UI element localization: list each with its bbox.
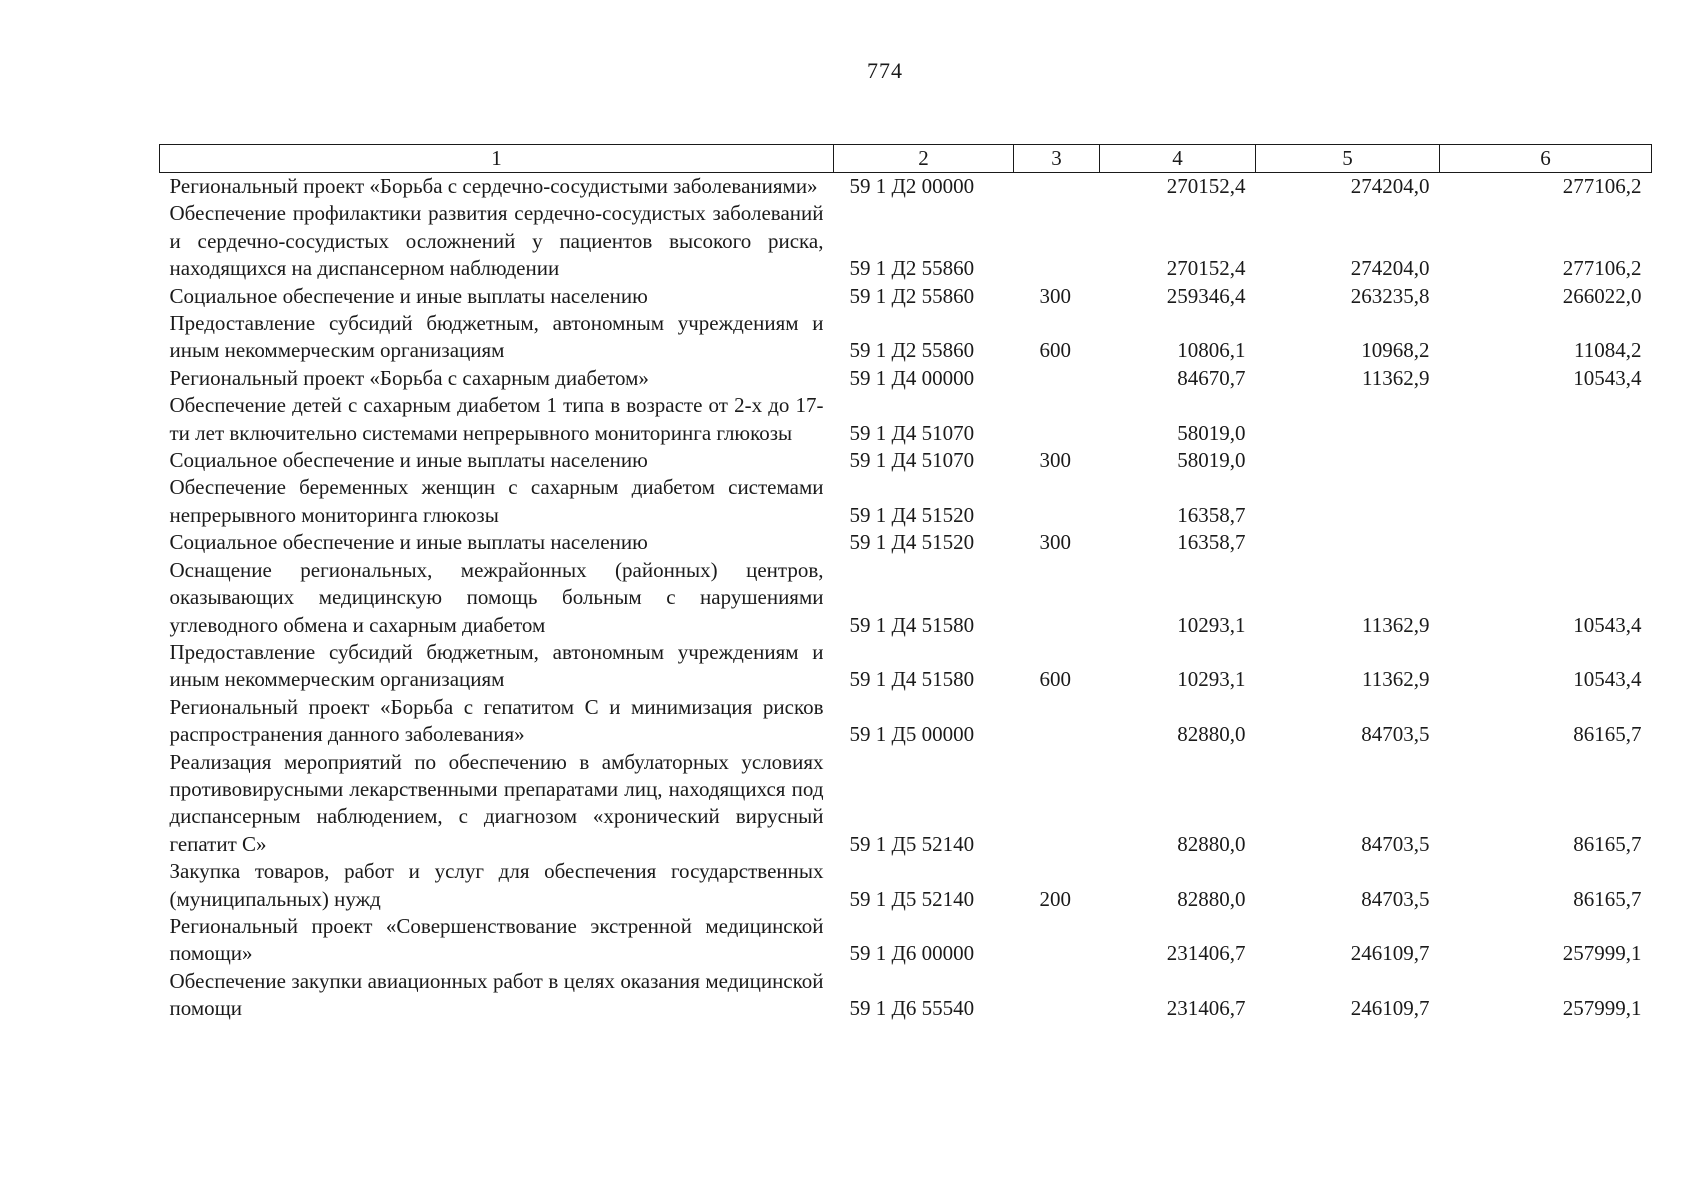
column-header-1: 1	[160, 145, 834, 173]
expense-type-cell	[1014, 365, 1100, 392]
code-cell: 59 1 Д4 00000	[849, 365, 975, 390]
value-2026-cell: 266022,0	[1562, 283, 1642, 308]
table-row	[160, 913, 1652, 968]
value-2026-cell: 10543,4	[1573, 612, 1642, 637]
expense-type-cell	[1014, 749, 1100, 859]
name-cell: Обеспечение профилактики развития сердечно-сосудистых заболеваний и сердечно-сосудистых осложнений у пациентов высокого риска, находящихся на диспансерном наблюдении	[169, 201, 824, 281]
code-cell: 59 1 Д6 00000	[849, 941, 975, 966]
value-2024-cell: 259346,4	[1166, 283, 1246, 308]
value-2024-cell: 82880,0	[1177, 722, 1246, 747]
value-2026-cell: 277106,2	[1562, 174, 1642, 198]
table-row	[160, 200, 1652, 282]
expense-type-cell: 300	[1039, 283, 1071, 308]
expense-type-cell	[1014, 200, 1100, 282]
value-2024-cell: 82880,0	[1177, 831, 1246, 856]
value-2024-cell: 270152,4	[1166, 256, 1246, 281]
expense-type-cell	[1014, 392, 1100, 447]
table-row	[160, 283, 1652, 310]
code-cell: 59 1 Д4 51580	[849, 612, 975, 637]
code-cell: 59 1 Д2 55860	[849, 338, 975, 363]
value-2025-cell	[1256, 474, 1440, 529]
value-2025-cell: 246109,7	[1350, 996, 1430, 1021]
code-cell: 59 1 Д4 51520	[849, 502, 975, 527]
value-2024-cell: 16358,7	[1177, 502, 1246, 527]
name-cell: Обеспечение детей с сахарным диабетом 1 типа в возрасте от 2-х до 17-ти лет включительно системами непрерывного мониторинга глюкозы	[169, 393, 824, 445]
value-2026-cell	[1440, 392, 1652, 447]
column-header-5: 5	[1256, 145, 1440, 173]
name-cell: Обеспечение беременных женщин с сахарным диабетом системами непрерывного мониторинга глюкозы	[169, 475, 824, 527]
page-number: 774	[867, 58, 903, 83]
header-row	[160, 145, 1652, 173]
table-row	[160, 529, 1652, 556]
expense-type-cell: 200	[1039, 886, 1071, 911]
column-header-4: 4	[1100, 145, 1256, 173]
value-2024-cell: 58019,0	[1177, 420, 1246, 445]
name-cell: Региональный проект «Борьба с гепатитом С и минимизация рисков распространения данного заболевания»	[169, 694, 824, 747]
table-row	[160, 365, 1652, 392]
value-2024-cell: 10806,1	[1177, 338, 1246, 363]
value-2026-cell: 10543,4	[1573, 365, 1642, 390]
table-row	[160, 557, 1652, 639]
value-2026-cell: 11084,2	[1574, 338, 1642, 363]
expense-type-cell	[1014, 173, 1100, 201]
value-2024-cell: 231406,7	[1166, 996, 1246, 1021]
value-2024-cell: 270152,4	[1166, 174, 1246, 198]
name-cell: Социальное обеспечение и иные выплаты населению	[169, 448, 648, 473]
code-cell: 59 1 Д4 51070	[849, 448, 975, 473]
expense-type-cell: 600	[1039, 338, 1071, 363]
name-cell: Обеспечение закупки авиационных работ в целях оказания медицинской помощи	[169, 968, 824, 1021]
table-row	[160, 858, 1652, 913]
name-cell: Реализация мероприятий по обеспечению в амбулаторных условиях противовирусными лекарственными препаратами лиц, находящихся под диспансерным наблюдением, с диагнозом «хронический вирусный гепатит С»	[169, 749, 824, 856]
name-cell: Предоставление субсидий бюджетным, автономным учреждениям и иным некоммерческим организациям	[169, 311, 824, 363]
table-row	[160, 310, 1652, 365]
name-cell: Региональный проект «Совершенствование экстренной медицинской помощи»	[169, 913, 824, 966]
value-2025-cell	[1256, 392, 1440, 447]
value-2025-cell: 11362,9	[1362, 612, 1430, 637]
value-2025-cell	[1256, 447, 1440, 474]
name-cell: Оснащение региональных, межрайонных (районных) центров, оказывающих медицинскую помощь больным с нарушениями углеводного обмена и сахарным диабетом	[169, 557, 824, 637]
expense-type-cell	[1014, 913, 1100, 968]
value-2024-cell: 231406,7	[1166, 941, 1246, 966]
name-cell: Предоставление субсидий бюджетным, автономным учреждениям и иным некоммерческим организациям	[169, 639, 824, 692]
value-2024-cell: 10293,1	[1177, 667, 1246, 692]
code-cell: 59 1 Д6 55540	[849, 996, 975, 1021]
value-2025-cell: 10968,2	[1361, 338, 1430, 363]
value-2024-cell: 84670,7	[1177, 365, 1246, 390]
value-2025-cell: 84703,5	[1361, 886, 1430, 911]
value-2025-cell: 274204,0	[1350, 256, 1430, 281]
table-header	[160, 145, 1652, 173]
expense-type-cell: 300	[1039, 530, 1071, 555]
name-cell: Региональный проект «Борьба с сердечно-сосудистыми заболеваниями»	[169, 174, 818, 198]
code-cell: 59 1 Д2 55860	[849, 256, 975, 281]
value-2025-cell: 11362,9	[1362, 365, 1430, 390]
table-row	[160, 474, 1652, 529]
code-cell: 59 1 Д4 51070	[849, 420, 975, 445]
name-cell: Социальное обеспечение и иные выплаты населению	[169, 530, 648, 555]
name-cell: Региональный проект «Борьба с сахарным диабетом»	[169, 365, 649, 390]
name-cell: Закупка товаров, работ и услуг для обеспечения государственных (муниципальных) нужд	[169, 859, 824, 911]
value-2026-cell: 86165,7	[1573, 886, 1642, 911]
value-2024-cell: 10293,1	[1177, 612, 1246, 637]
code-cell: 59 1 Д5 00000	[849, 722, 975, 747]
code-cell: 59 1 Д2 55860	[849, 283, 975, 308]
value-2026-cell	[1440, 474, 1652, 529]
value-2026-cell	[1440, 529, 1652, 556]
expense-type-cell	[1014, 968, 1100, 1023]
table-row	[160, 173, 1652, 201]
value-2024-cell: 16358,7	[1177, 530, 1246, 555]
budget-table	[159, 144, 1652, 1023]
name-cell: Социальное обеспечение и иные выплаты населению	[169, 283, 648, 308]
expense-type-cell	[1014, 694, 1100, 749]
expense-type-cell: 600	[1039, 667, 1071, 692]
value-2025-cell: 84703,5	[1361, 831, 1430, 856]
table-row	[160, 447, 1652, 474]
column-header-2: 2	[834, 145, 1014, 173]
value-2025-cell: 246109,7	[1350, 941, 1430, 966]
value-2026-cell	[1440, 447, 1652, 474]
value-2025-cell: 274204,0	[1350, 174, 1430, 198]
expense-type-cell	[1014, 474, 1100, 529]
value-2024-cell: 82880,0	[1177, 886, 1246, 911]
value-2025-cell: 263235,8	[1350, 283, 1430, 308]
table-body	[160, 173, 1652, 1023]
value-2026-cell: 86165,7	[1573, 722, 1642, 747]
column-header-3: 3	[1014, 145, 1100, 173]
value-2026-cell: 10543,4	[1573, 667, 1642, 692]
value-2025-cell: 84703,5	[1361, 722, 1430, 747]
table-row	[160, 392, 1652, 447]
table-row	[160, 968, 1652, 1023]
column-header-6: 6	[1440, 145, 1652, 173]
code-cell: 59 1 Д2 00000	[849, 174, 975, 198]
code-cell: 59 1 Д4 51520	[849, 530, 975, 555]
code-cell: 59 1 Д5 52140	[849, 886, 975, 911]
value-2026-cell: 257999,1	[1562, 941, 1642, 966]
value-2025-cell: 11362,9	[1362, 667, 1430, 692]
expense-type-cell: 300	[1039, 448, 1071, 473]
value-2024-cell: 58019,0	[1177, 448, 1246, 473]
table-row	[160, 639, 1652, 694]
expense-type-cell	[1014, 557, 1100, 639]
table-row	[160, 749, 1652, 859]
code-cell: 59 1 Д4 51580	[849, 667, 975, 692]
value-2026-cell: 277106,2	[1562, 256, 1642, 281]
value-2026-cell: 86165,7	[1573, 831, 1642, 856]
code-cell: 59 1 Д5 52140	[849, 831, 975, 856]
value-2025-cell	[1256, 529, 1440, 556]
value-2026-cell: 257999,1	[1562, 996, 1642, 1021]
table-row	[160, 694, 1652, 749]
